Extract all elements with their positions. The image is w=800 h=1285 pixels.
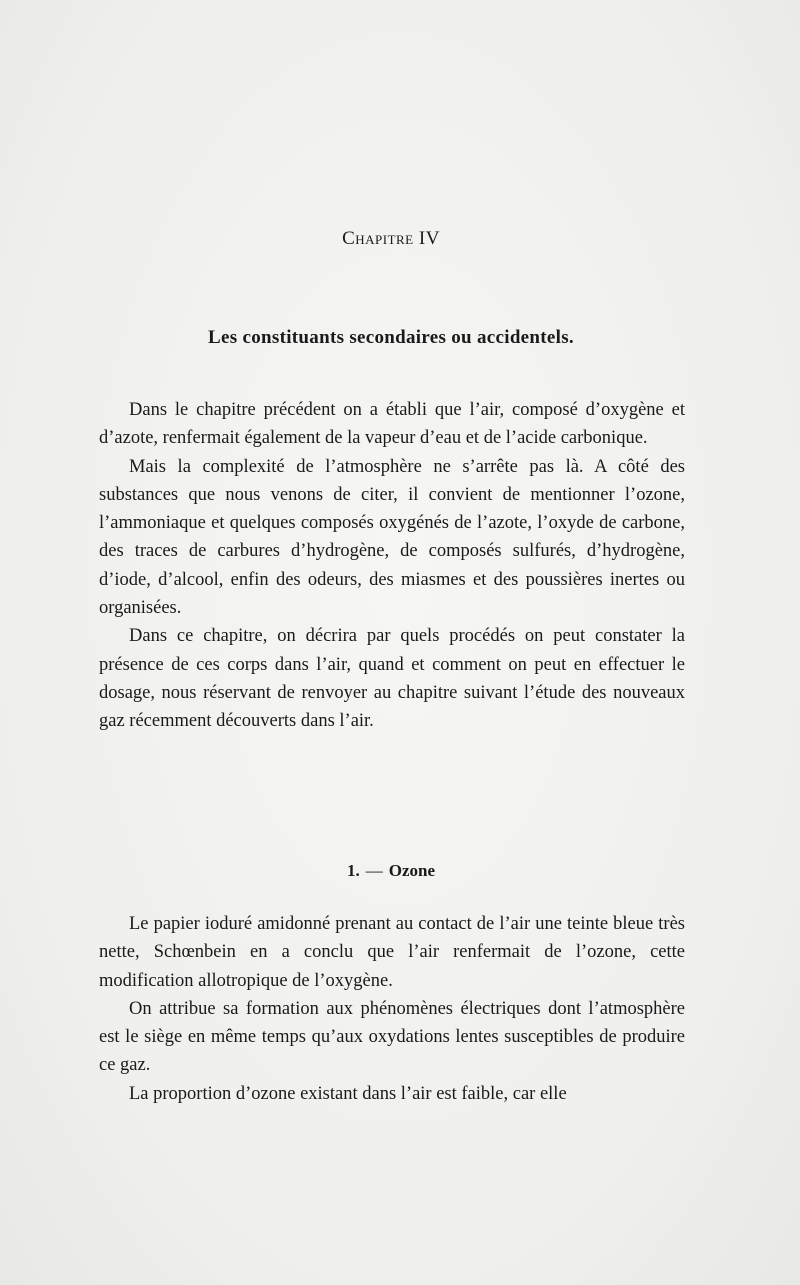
paragraph: Mais la complexité de l’atmosphère ne s’arrête pas là. A côté des substances que nous venons de citer, il convient de mentionner l’ozone, l’ammoniaque et quelques composés oxygénés de l’azote, l’oxyde de carbone, des traces de carbures d’hydrogène, de composés sulfurés, d’hydrogène, d’iode, d’alcool, enfin des odeurs, des miasmes et des poussières inertes ou organisées.	[99, 456, 685, 619]
paragraph: La proportion d’ozone existant dans l’air est faible, car elle	[129, 1083, 567, 1104]
section-heading	[0, 861, 782, 881]
paragraph: On attribue sa formation aux phénomènes électriques dont l’atmosphère est le siège en même temps qu’aux oxydations lentes susceptibles de produire ce gaz.	[99, 998, 685, 1076]
intro-text	[99, 396, 685, 736]
paragraph: Dans le chapitre précédent on a établi que l’air, composé d’oxygène et d’azote, renfermait également de la vapeur d’eau et de l’acide carbonique.	[99, 400, 685, 449]
chapter-label: Chapitre IV	[342, 228, 440, 249]
section-title: Ozone	[388, 861, 436, 880]
section-separator: —	[365, 861, 383, 880]
section-number: 1.	[346, 861, 360, 880]
chapter-title: Les constituants secondaires ou accidentels.	[208, 327, 574, 348]
paragraph: Dans ce chapitre, on décrira par quels procédés on peut constater la présence de ces corps dans l’air, quand et comment on peut en effectuer le dosage, nous réservant de renvoyer au chapitre suivant l’étude des nouveaux gaz récemment découverts dans l’air.	[99, 626, 685, 732]
paragraph: Le papier ioduré amidonné prenant au contact de l’air une teinte bleue très nette, Schœnbein en a conclu que l’air renfermait de l’ozone, cette modification allotropique de l’oxygène.	[99, 914, 685, 991]
section-text	[99, 910, 685, 1108]
